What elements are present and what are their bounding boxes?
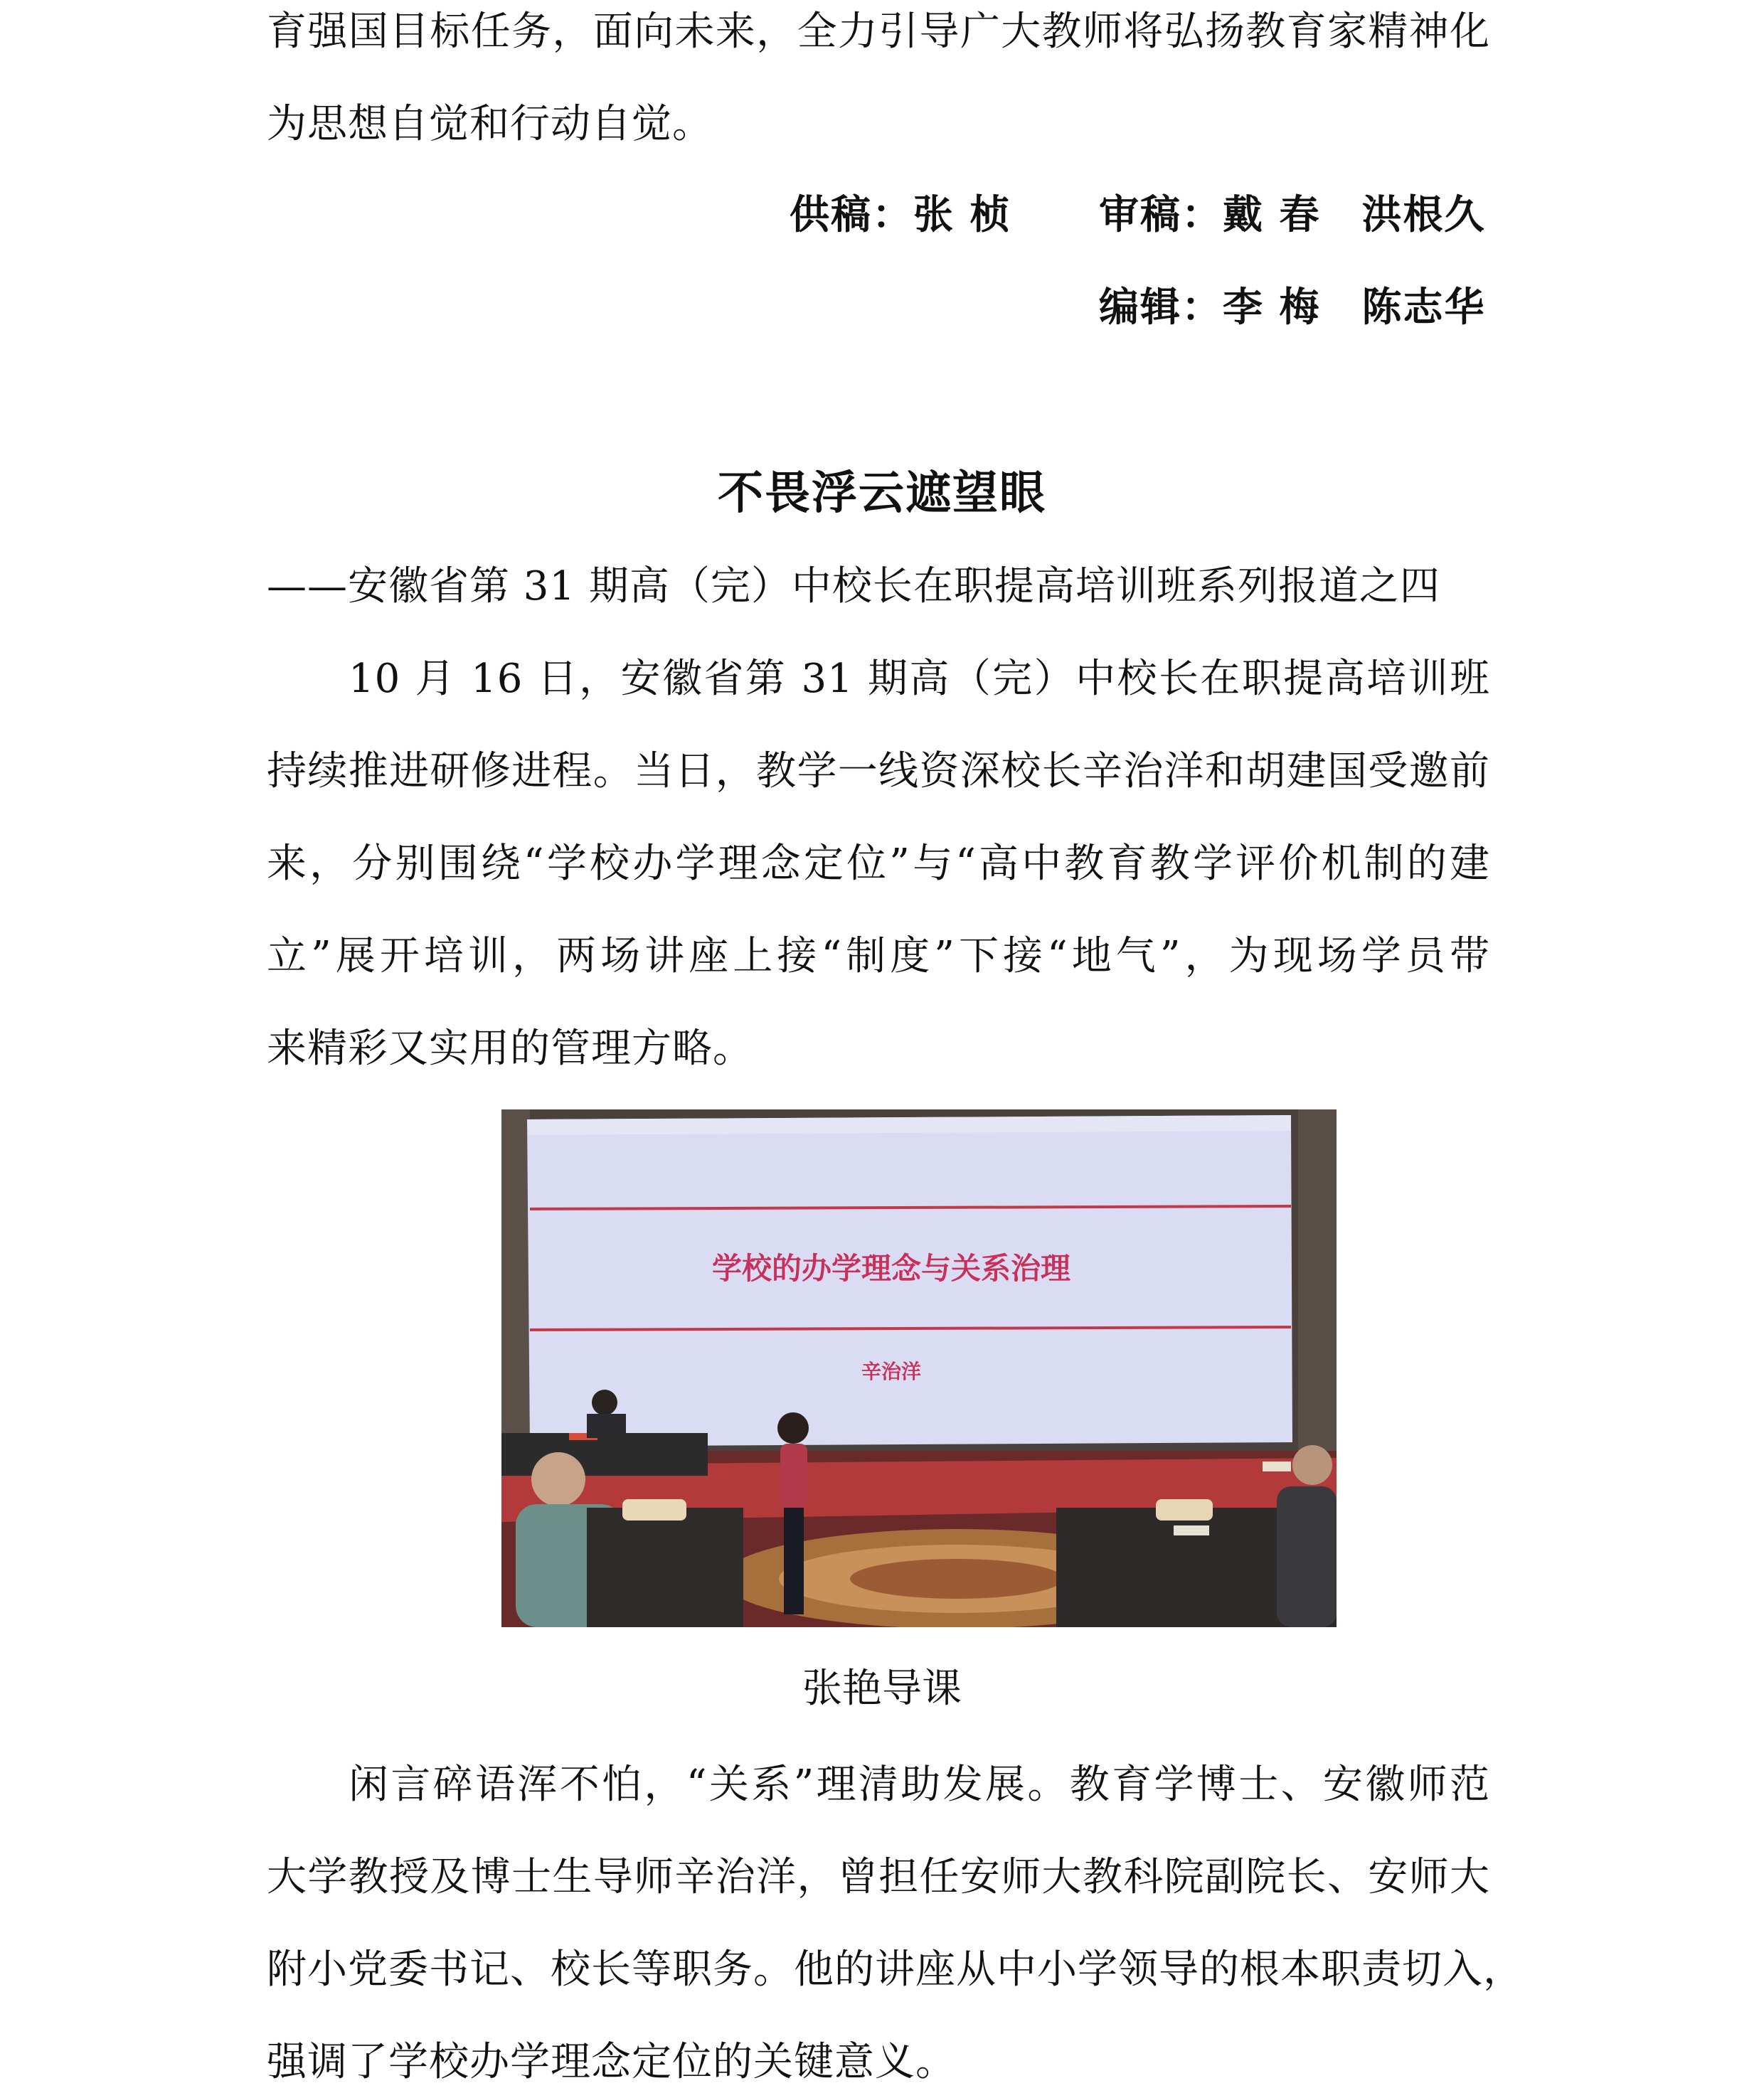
paragraph-line: 附小党委书记、校长等职务。他的讲座从中小学领导的根本职责切入， [267, 1946, 1524, 1993]
review-credit [1099, 191, 1486, 240]
lecture-photo-illustration [501, 1109, 1337, 1627]
paragraph-line: 10 月 16 日，安徽省第 31 期高（完）中校长在职提高培训班 [349, 656, 1490, 702]
previous-paragraph-line: 育强国目标任务，面向未来，全力引导广大教师将弘扬教育家精神化 [267, 9, 1490, 55]
supply-label: 供稿： [790, 192, 913, 238]
article-title: 不畏浮云遮望眼 [718, 467, 1046, 520]
lecture-photo [501, 1109, 1337, 1627]
editor-credit [1099, 283, 1486, 333]
review-names: 戴 春 洪根久 [1223, 192, 1486, 238]
photo-caption: 张艳导课 [802, 1666, 962, 1712]
previous-paragraph-line: 为思想自觉和行动自觉。 [267, 101, 713, 147]
paragraph-line: 闲言碎语浑不怕，“关系”理清助发展。教育学博士、安徽师范 [349, 1762, 1490, 1808]
slide-title: 学校的办学理念与关系治理 [711, 1251, 1071, 1286]
paragraph-line: 强调了学校办学理念定位的关键意义。 [267, 2039, 956, 2085]
paragraph-line: 来，分别围绕“学校办学理念定位”与“高中教育教学评价机制的建 [267, 841, 1490, 887]
editor-names: 李 梅 陈志华 [1223, 284, 1486, 331]
article-subtitle: ——安徽省第 31 期高（完）中校长在职提高培训班系列报道之四 [267, 563, 1440, 609]
paragraph-line: 持续推进研修进程。当日，教学一线资深校长辛治洋和胡建国受邀前 [267, 748, 1490, 794]
supply-name: 张 桢 [913, 192, 1011, 238]
paragraph-line: 立”展开培训，两场讲座上接“制度”下接“地气”，为现场学员带 [267, 933, 1490, 979]
review-label: 审稿： [1099, 192, 1223, 238]
paragraph-line: 来精彩又实用的管理方略。 [267, 1026, 753, 1072]
supply-credit [790, 191, 1011, 240]
editor-label: 编辑： [1099, 284, 1223, 331]
paragraph-line: 大学教授及博士生导师辛治洋，曾担任安师大教科院副院长、安师大 [267, 1854, 1490, 1900]
slide-speaker: 辛治洋 [861, 1360, 922, 1383]
